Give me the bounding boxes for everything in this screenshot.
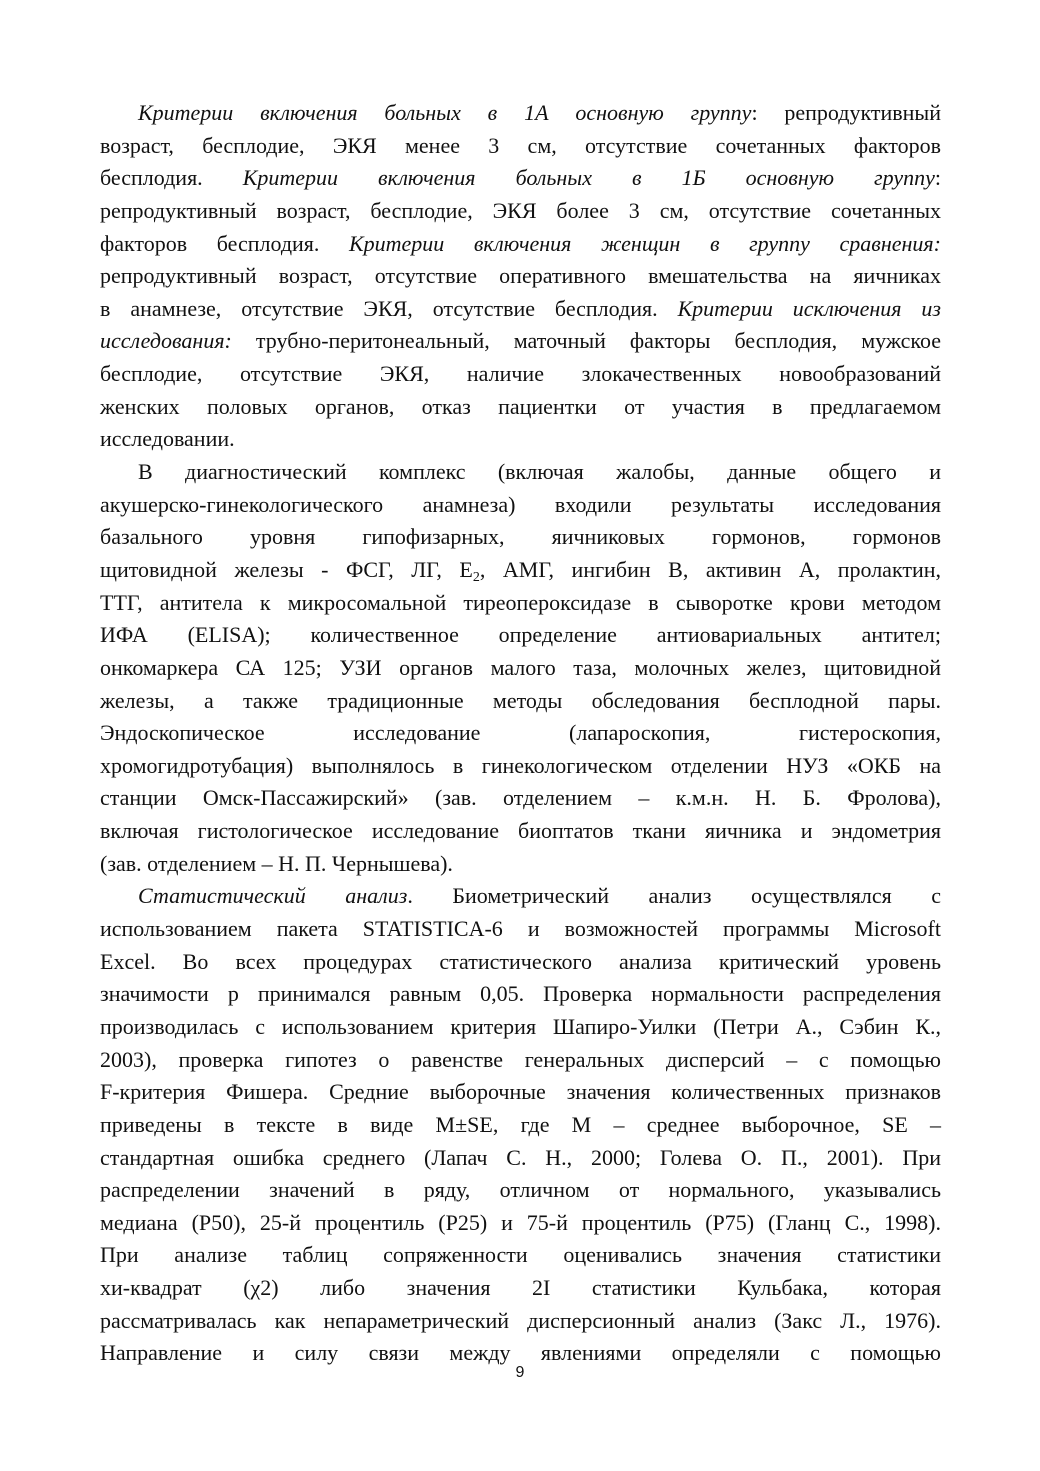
subscript: 2: [472, 569, 480, 585]
text-line: [100, 587, 941, 620]
text-line: [100, 652, 941, 685]
text-segment: Excel. Во всех процедурах статистического анализа критический уровень: [100, 948, 941, 974]
text-segment: приведены в тексте в виде M±SE, где M – среднее выборочное, SE –: [100, 1111, 941, 1137]
text-line: [100, 1109, 941, 1142]
italic-text: Критерии включения больных в 1Б основную группу: [242, 165, 935, 191]
text-line: [100, 750, 941, 783]
text-line: [100, 1044, 941, 1077]
text-segment: , АМГ, ингибин В, активин А, пролактин,: [479, 556, 942, 582]
text-segment: включая гистологическое исследование биоптатов ткани яичника и эндометрия: [100, 818, 941, 844]
text-line: [100, 619, 941, 652]
text-line: [100, 1207, 941, 1240]
italic-text: Критерии включения женщин в группу сравнения:: [349, 230, 941, 256]
text-line: [100, 130, 941, 163]
text-segment: производилась с использованием критерия Шапиро-Уилки (Петри А., Сэбин К.,: [100, 1013, 941, 1039]
italic-text: Критерии исключения из: [677, 295, 941, 321]
text-segment: ТТГ, антитела к микросомальной тиреопероксидазе в сыворотке крови методом: [100, 589, 941, 615]
text-line: [100, 228, 941, 261]
text-segment: репродуктивный возраст, отсутствие оперативного вмешательства на яичниках: [100, 263, 941, 289]
text-segment: железы, а также традиционные методы обследования бесплодной пары.: [100, 687, 941, 713]
text-segment: в анамнезе, отсутствие ЭКЯ, отсутствие бесплодия.: [100, 295, 678, 321]
text-line: [100, 1011, 941, 1044]
text-line: [100, 554, 941, 587]
text-segment: При анализе таблиц сопряженности оценивались значения статистики: [100, 1242, 941, 1268]
text-line: [100, 260, 941, 293]
italic-text: Критерии включения больных в 1А основную группу: [138, 100, 752, 125]
text-segment: . Биометрический анализ осуществлялся с: [407, 883, 941, 909]
text-segment: использованием пакета STATISTICA-6 и возможностей программы Microsoft: [100, 916, 941, 942]
text-segment: ИФА (ELISA); количественное определение антиовариальных антител;: [100, 622, 941, 648]
text-line: [100, 456, 941, 489]
text-segment: щитовидной железы - ФСГ, ЛГ, E: [100, 556, 473, 582]
text-segment: онкомаркера СА 125; УЗИ органов малого таза, молочных желез, щитовидной: [100, 654, 941, 680]
text-segment: станции Омск-Пассажирский» (зав. отделением – к.м.н. Н. Б. Фролова),: [100, 785, 941, 811]
text-line: [100, 489, 941, 522]
text-segment: факторов бесплодия.: [100, 230, 350, 256]
text-segment: Направление и силу связи между явлениями определяли с помощью: [100, 1340, 941, 1366]
text-segment: распределении значений в ряду, отличном от нормального, указывались: [100, 1177, 941, 1203]
text-line: [100, 1076, 941, 1109]
text-segment: женских половых органов, отказ пациентки от участия в предлагаемом: [100, 393, 941, 419]
text-segment: 2003), проверка гипотез о равенстве генеральных дисперсий – с помощью: [100, 1046, 941, 1072]
text-segment: возраст, бесплодие, ЭКЯ менее 3 см, отсутствие сочетанных факторов: [100, 132, 941, 158]
text-segment: бесплодия.: [100, 165, 243, 191]
text-line: [100, 1239, 941, 1272]
text-segment: акушерско-гинекологического анамнеза) входили результаты исследования: [100, 491, 941, 517]
text-line: [100, 1272, 941, 1305]
page-number: 9: [515, 1364, 525, 1381]
text-line: [100, 685, 941, 718]
text-line: [100, 325, 941, 358]
text-line: [100, 1174, 941, 1207]
text-line: [100, 848, 941, 881]
text-line: [100, 1142, 941, 1175]
text-line: [100, 195, 941, 228]
document-body: [100, 97, 941, 1370]
text-segment: рассматривалась как непараметрический дисперсионный анализ (Закс Л., 1976).: [100, 1307, 941, 1333]
text-segment: бесплодие, отсутствие ЭКЯ, наличие злокачественных новообразований: [100, 361, 941, 387]
text-line: [100, 782, 941, 815]
text-segment: исследовании.: [100, 426, 235, 452]
text-line: [100, 521, 941, 554]
text-segment: трубно-перитонеальный, маточный факторы бесплодия, мужское: [231, 328, 941, 354]
text-line: [100, 1305, 941, 1338]
text-segment: :: [934, 165, 942, 191]
text-line: [100, 913, 941, 946]
text-segment: : репродуктивный: [751, 100, 941, 125]
text-segment: (зав. отделением – Н. П. Чернышева).: [100, 850, 453, 876]
text-segment: F-критерия Фишера. Средние выборочные значения количественных признаков: [100, 1079, 941, 1105]
text-line: [100, 978, 941, 1011]
text-segment: Эндоскопическое исследование (лапароскопия, гистероскопия,: [100, 720, 941, 746]
text-line: [100, 358, 941, 391]
text-segment: В диагностический комплекс (включая жалобы, данные общего и: [138, 459, 941, 485]
italic-text: исследования:: [100, 328, 232, 354]
text-segment: базального уровня гипофизарных, яичниковых гормонов, гормонов: [100, 524, 941, 550]
italic-text: Статистический анализ: [138, 883, 408, 909]
text-line: [100, 391, 941, 424]
text-segment: репродуктивный возраст, бесплодие, ЭКЯ более 3 см, отсутствие сочетанных: [100, 197, 941, 223]
text-segment: медиана (P50), 25-й процентиль (P25) и 75-й процентиль (P75) (Гланц С., 1998).: [100, 1209, 941, 1235]
text-line: [100, 946, 941, 979]
text-line: [100, 880, 941, 913]
text-line: [100, 293, 941, 326]
text-segment: значимости р принимался равным 0,05. Проверка нормальности распределения: [100, 981, 941, 1007]
text-line: [100, 97, 941, 130]
text-line: [100, 717, 941, 750]
text-line: [100, 815, 941, 848]
text-segment: стандартная ошибка среднего (Лапач С. Н., 2000; Голева О. П., 2001). При: [100, 1144, 941, 1170]
text-segment: хромогидротубация) выполнялось в гинекологическом отделении НУЗ «ОКБ на: [100, 752, 941, 778]
text-line: [100, 162, 941, 195]
text-line: [100, 423, 941, 456]
text-segment: хи-квадрат (χ2) либо значения 2I статистики Кульбака, которая: [100, 1275, 941, 1301]
